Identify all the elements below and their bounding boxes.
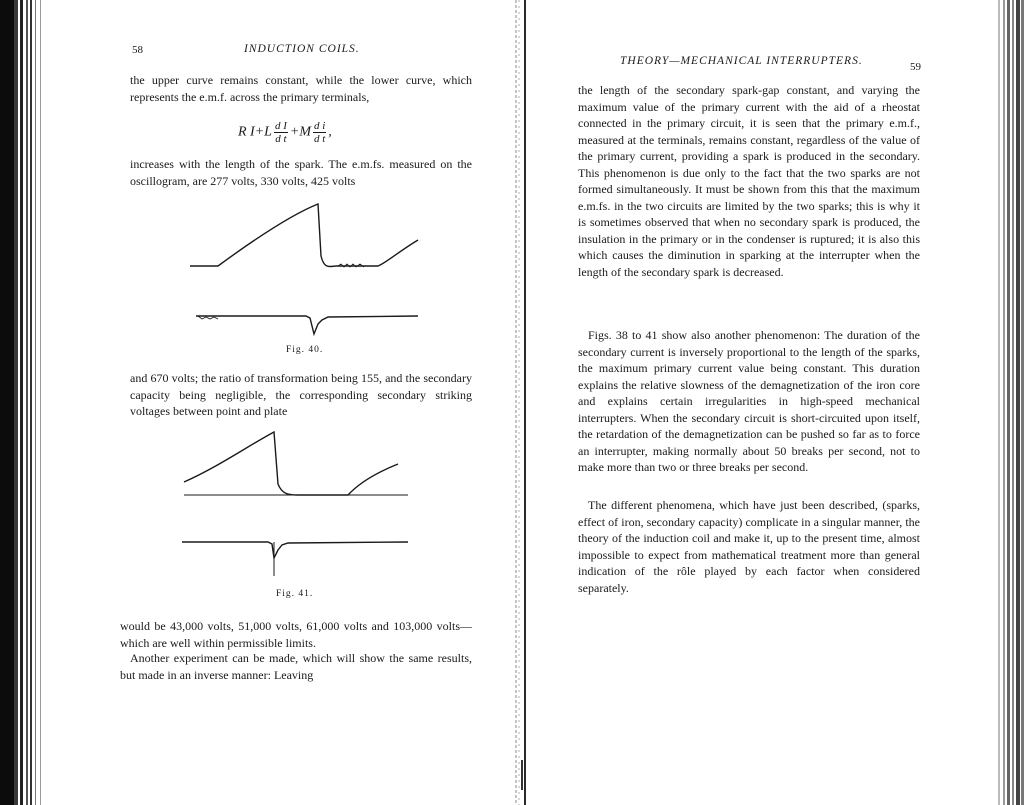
fraction-di-dt — [313, 120, 326, 145]
right-paragraph-3: The different phenomena, which have just been described, (sparks, effect of iron, secondary capacity) complicate in a singular manner, the theory of the induction coil and make it, up to the present time, almost impossible to expect from mathematical treatment more than general indication of the rôle played by each factor when considered separately. — [578, 498, 920, 595]
fig-40-caption: Fig. 40. — [286, 345, 324, 355]
fig40-upper-trace — [190, 204, 418, 267]
figure-40-oscillogram — [188, 196, 428, 341]
running-head-right: THEORY—MECHANICAL INTERRUPTERS. — [620, 55, 863, 67]
fig40-lower-trace — [196, 316, 418, 334]
left-paragraph-3: and 670 volts; the ratio of transformation being 155, and the secondary capacity being negligible, the corresponding secondary striking voltages between point and plate — [130, 371, 472, 418]
right-page — [540, 0, 988, 805]
left-paragraph-5: Another experiment can be made, which will show the same results, but made in an inverse manner: Leaving — [120, 651, 472, 682]
figure-41-oscillogram — [178, 426, 418, 586]
fraction-dI-dt — [274, 120, 288, 145]
equation-tail: , — [328, 124, 332, 140]
fraction-2-denominator: d t — [313, 133, 326, 145]
equation-mid: +M — [289, 124, 311, 140]
right-paragraph-1: the length of the secondary spark-gap constant, and varying the maximum value of the primary current with the aid of a rheostat connected in the primary circuit, it is seen that the primary e.m.f., measured at the terminals, remains constant, regardless of the value of the primary current, providing a spark is produced in the secondary. This phenomenon is due only to the fact that the two sparks are not formed simultaneously. It must be shown from this that the maximum e.m.fs. in the two circuits are limited by the two sparks; this is why it is sometimes observed that when no secondary spark is produced, the insulation in the primary or in the condenser is ruptured; it is also this which causes the diminution in sparking at the interrupter when the length of the secondary spark is decreased. — [578, 83, 920, 279]
fig-41-caption: Fig. 41. — [276, 589, 314, 599]
right-scan-edge — [988, 0, 1024, 805]
page-number-left: 58 — [132, 44, 143, 56]
fig41-lower-trace — [182, 542, 408, 558]
right-paragraph-2: Figs. 38 to 41 show also another phenomenon: The duration of the secondary current is inversely proportional to the length of the sparks, the maximum primary current value being constant. This duration explains the relative slowness of the demagnetization of the iron core and explains certain irregularities in high-speed mechanical interrupters. When the secondary circuit is short-circuited upon itself, the retardation of the demagnetization can be pushed so far as to force an interrupter, making normally about 50 breaks per second, not to make more than two or three breaks per second. — [578, 328, 920, 474]
fraction-1-numerator: d I — [274, 120, 287, 132]
left-scan-edge — [0, 0, 48, 805]
page-number-right: 59 — [910, 61, 921, 73]
running-head-left: INDUCTION COILS. — [244, 43, 360, 55]
fraction-2-numerator: d i — [313, 120, 326, 132]
left-paragraph-4: would be 43,000 volts, 51,000 volts, 61,000 volts and 103,000 volts—which are well within permissible limits. — [120, 619, 472, 650]
fig41-upper-trace — [184, 432, 398, 495]
equation — [238, 120, 332, 145]
left-page — [48, 0, 500, 805]
fraction-1-denominator: d t — [275, 133, 287, 145]
left-paragraph-2: increases with the length of the spark. The e.m.fs. measured on the oscillogram, are 277 volts, 330 volts, 425 volts — [130, 157, 472, 188]
left-paragraph-1: the upper curve remains constant, while the lower curve, which represents the e.m.f. across the primary terminals, — [130, 73, 472, 104]
equation-lead: R I+L — [238, 124, 272, 140]
book-gutter — [500, 0, 540, 805]
